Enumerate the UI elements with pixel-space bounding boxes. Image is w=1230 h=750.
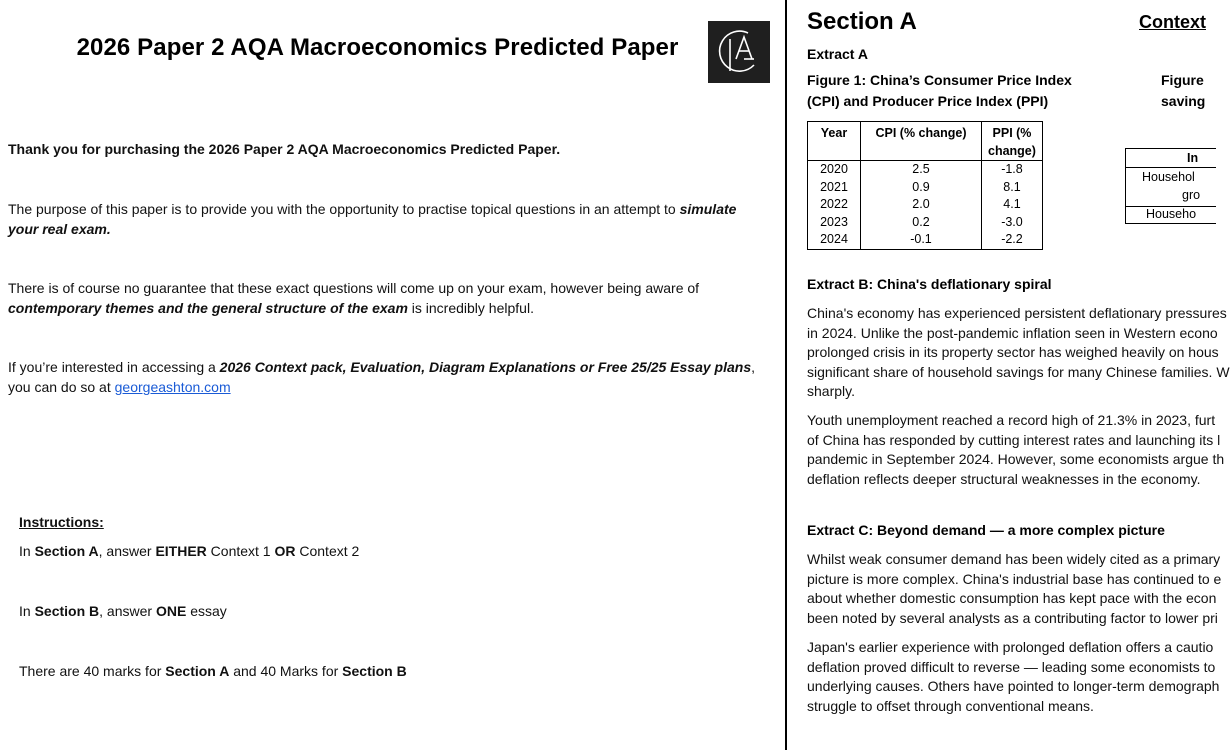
text-line: underlying causes. Others have pointed to longer-term demograph [807,678,1220,695]
cpi-ppi-table [807,121,1043,250]
instructions-heading: Instructions: [19,514,104,530]
paper-title: 2026 Paper 2 AQA Macroeconomics Predicted Paper [76,34,679,61]
text-line: deflation reflects deeper structural weaknesses in the economy. [807,470,1201,487]
instr3-text-a: There are 40 marks for [19,663,166,679]
interest-text [8,357,773,397]
guarantee-text [8,278,768,318]
figure-2-title-line2: saving [1161,93,1206,109]
table-cell-year: 2024 [808,231,861,249]
figure-2-cell: gro [1182,188,1201,202]
text-line: struggle to offset through conventional means. [807,697,1094,714]
extract-b-heading: Extract B: China's deflationary spiral [807,276,1052,292]
thank-you-text [8,139,768,159]
table-cell-cpi: 0.2 [861,214,982,232]
instr1-text-d: EITHER [155,543,207,559]
extract-b-paragraph-1 [807,304,1230,402]
table-header-cpi: CPI (% change) [861,122,982,161]
table-cell-ppi: 4.1 [982,196,1043,214]
instr3-text-d: Section B [342,663,407,679]
table-header-year: Year [808,122,861,161]
table-row [808,214,1043,232]
figure-2-cell: In [1187,151,1199,165]
text-line: picture is more complex. China's industrial base has continued to e [807,570,1222,587]
table-header-ppi [982,122,1043,161]
instruction-marks [19,661,407,681]
table-cell-ppi: -3.0 [982,214,1043,232]
table-cell-ppi: -1.8 [982,161,1043,179]
figure-1-title-line1: Figure 1: China’s Consumer Price Index [807,72,1072,88]
text-line: in 2024. Unlike the post-pandemic inflation seen in Western econo [807,324,1218,341]
text-line: deflation proved difficult to reverse — leading some economists to [807,658,1216,675]
figure-2-cell: Househo [1146,207,1197,221]
text-line: significant share of household savings for many Chinese families. W [807,363,1230,380]
instr1-text-a: In [19,543,35,559]
instruction-section-a [19,541,359,561]
figure-2-table [1125,148,1216,224]
text-line: prolonged crisis in its property sector has weighed heavily on hous [807,344,1219,361]
instr2-text-c: , answer [99,603,156,619]
instr3-text-b: Section A [165,663,230,679]
text-line: pandemic in September 2024. However, some economists argue th [807,451,1225,468]
instr2-text-b: Section B [34,603,100,619]
table-row [808,196,1043,214]
figure-2-cell: Househol [1142,170,1195,184]
instr1-text-c: , answer [98,543,156,559]
table-cell-year: 2023 [808,214,861,232]
figure-2-row-line [1126,167,1216,168]
purpose-prefix: The purpose of this paper is to provide you with the opportunity to practise topical questions in an attempt to [8,201,680,217]
text-line: Japan's earlier experience with prolonged deflation offers a cautio [807,639,1214,655]
purpose-text [8,199,768,239]
website-link[interactable]: georgeashton.com [114,379,231,395]
section-a-page [787,0,1230,750]
table-cell-ppi: -2.2 [982,231,1043,249]
guarantee-suffix: is incredibly helpful. [407,300,534,316]
instr2-text-d: ONE [155,603,187,619]
table-row [808,179,1043,197]
instr1-text-f: OR [274,543,296,559]
text-line: China's economy has experienced persistent deflationary pressures [807,305,1227,321]
instr1-text-g: Context 2 [295,543,360,559]
table-cell-year: 2022 [808,196,861,214]
table-header-ppi-line1: PPI (% [992,126,1032,140]
thank-you-line: Thank you for purchasing the 2026 Paper 2 AQA Macroeconomics Predicted Paper. [8,141,561,157]
interest-mid: , you can do so at [8,359,756,395]
ga-logo-icon [708,21,770,83]
text-line: Whilst weak consumer demand has been widely cited as a primary [807,551,1221,567]
extract-c-heading: Extract C: Beyond demand — a more complex picture [807,522,1165,538]
figure-1-title [807,70,1087,112]
table-header-ppi-line2: change) [988,144,1036,158]
instr2-text-a: In [19,603,35,619]
extract-a-label: Extract A [807,46,868,62]
guarantee-prefix: There is of course no guarantee that these exact questions will come up on your exam, however being aware of [8,280,700,296]
context-title: Context [1139,12,1206,32]
table-row [808,231,1043,249]
text-line: of China has responded by cutting interest rates and launching its l [807,431,1221,448]
interest-emphasis: 2026 Context pack, Evaluation, Diagram Explanations or Free 25/25 Essay plans [219,359,752,375]
table-cell-cpi: -0.1 [861,231,982,249]
figure-1-title-line2: (CPI) and Producer Price Index (PPI) [807,93,1049,109]
figure-2-title [1161,70,1205,112]
text-line: sharply. [807,383,855,400]
section-title: Section A [807,8,917,35]
instr1-text-b: Section A [34,543,99,559]
text-line: Youth unemployment reached a record high of 21.3% in 2023, furt [807,412,1216,428]
table-cell-cpi: 2.5 [861,161,982,179]
table-cell-ppi: 8.1 [982,179,1043,197]
table-cell-year: 2021 [808,179,861,197]
purpose-emphasis: simulate your real exam. [8,201,737,237]
table-row [808,161,1043,179]
interest-prefix: If you’re interested in accessing a [8,359,220,375]
extract-b-paragraph-2 [807,411,1227,489]
instr1-text-e: Context 1 [206,543,275,559]
text-line: been noted by several analysts as a contributing factor to lower pri [807,609,1218,626]
instr2-text-e: essay [186,603,227,619]
instruction-section-b [19,601,227,621]
guarantee-emphasis: contemporary themes and the general structure of the exam [8,300,408,316]
table-cell-year: 2020 [808,161,861,179]
instr3-text-c: and 40 Marks for [229,663,343,679]
text-line: about whether domestic consumption has kept pace with the econ [807,590,1217,607]
extract-c-paragraph-2 [807,638,1227,716]
ga-logo [708,21,770,83]
table-cell-cpi: 2.0 [861,196,982,214]
table-cell-cpi: 0.9 [861,179,982,197]
extract-c-paragraph-1 [807,550,1227,628]
figure-2-title-line1: Figure [1161,72,1204,88]
